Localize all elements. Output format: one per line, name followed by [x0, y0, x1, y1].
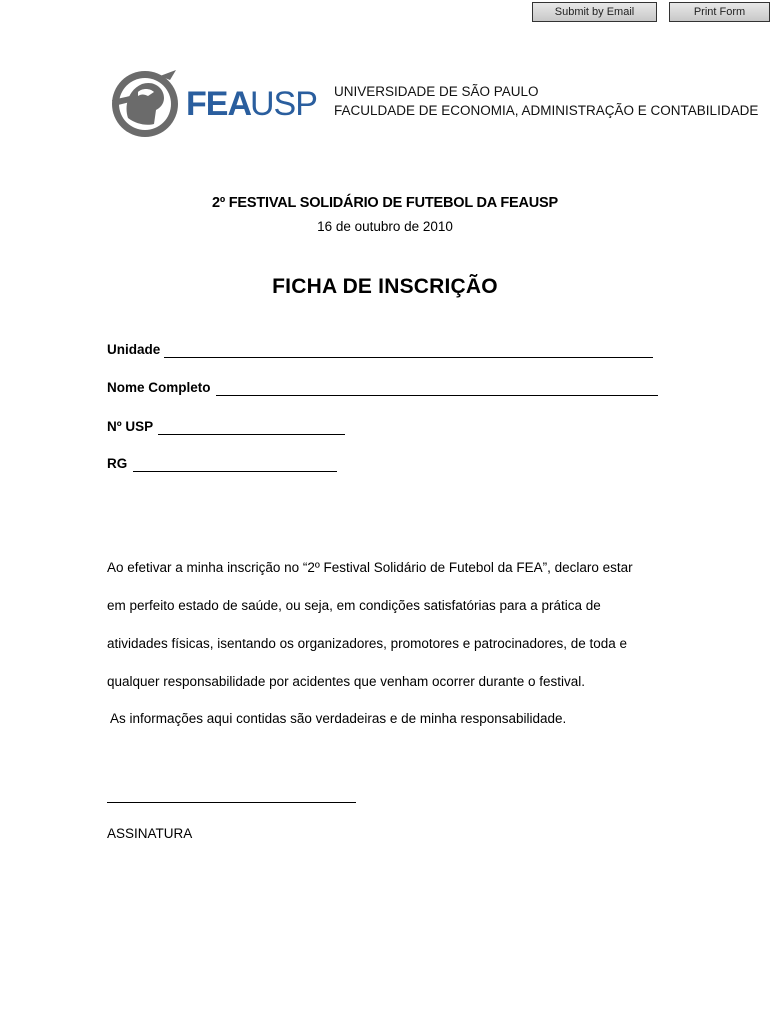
rg-input-line[interactable]: [133, 471, 337, 472]
field-label-rg: RG: [107, 456, 128, 471]
nome-completo-input-line[interactable]: [216, 395, 658, 396]
declaration-line: qualquer responsabilidade por acidentes que venham ocorrer durante o festival.: [107, 674, 586, 689]
declaration-line: As informações aqui contidas são verdadeiras e de minha responsabilidade.: [107, 711, 567, 726]
faculty-name: FACULDADE DE ECONOMIA, ADMINISTRAÇÃO E CONTABILIDADE: [334, 103, 759, 118]
submit-by-email-button[interactable]: Submit by Email: [532, 2, 657, 22]
declaration-line: em perfeito estado de saúde, ou seja, em condições satisfatórias para a prática de: [107, 598, 601, 613]
field-label-nome-completo: Nome Completo: [107, 380, 211, 395]
university-name: UNIVERSIDADE DE SÃO PAULO: [334, 84, 539, 99]
n-usp-input-line[interactable]: [158, 434, 345, 435]
feausp-logo: [108, 66, 318, 144]
logo-text-bold: FEA: [186, 85, 251, 123]
declaration-line: atividades físicas, isentando os organizadores, promotores e patrocinadores, de toda e: [107, 636, 628, 651]
declaration-line: Ao efetivar a minha inscrição no “2º Festival Solidário de Futebol da FEA”, declaro estar: [107, 560, 633, 575]
unidade-input-line[interactable]: [164, 357, 653, 358]
print-form-button[interactable]: Print Form: [669, 2, 770, 22]
signature-label: ASSINATURA: [107, 826, 193, 841]
field-label-unidade: Unidade: [107, 342, 161, 357]
logo-emblem: [112, 70, 178, 137]
logo-text-light: USP: [250, 85, 317, 123]
form-title: FICHA DE INSCRIÇÃO: [272, 275, 498, 298]
field-label-n-usp: Nº USP: [107, 419, 154, 434]
event-title: 2º FESTIVAL SOLIDÁRIO DE FUTEBOL DA FEAUSP: [211, 195, 558, 211]
institution-header: [334, 82, 758, 120]
signature-input-line[interactable]: [107, 802, 356, 803]
event-date: 16 de outubro de 2010: [317, 219, 453, 234]
